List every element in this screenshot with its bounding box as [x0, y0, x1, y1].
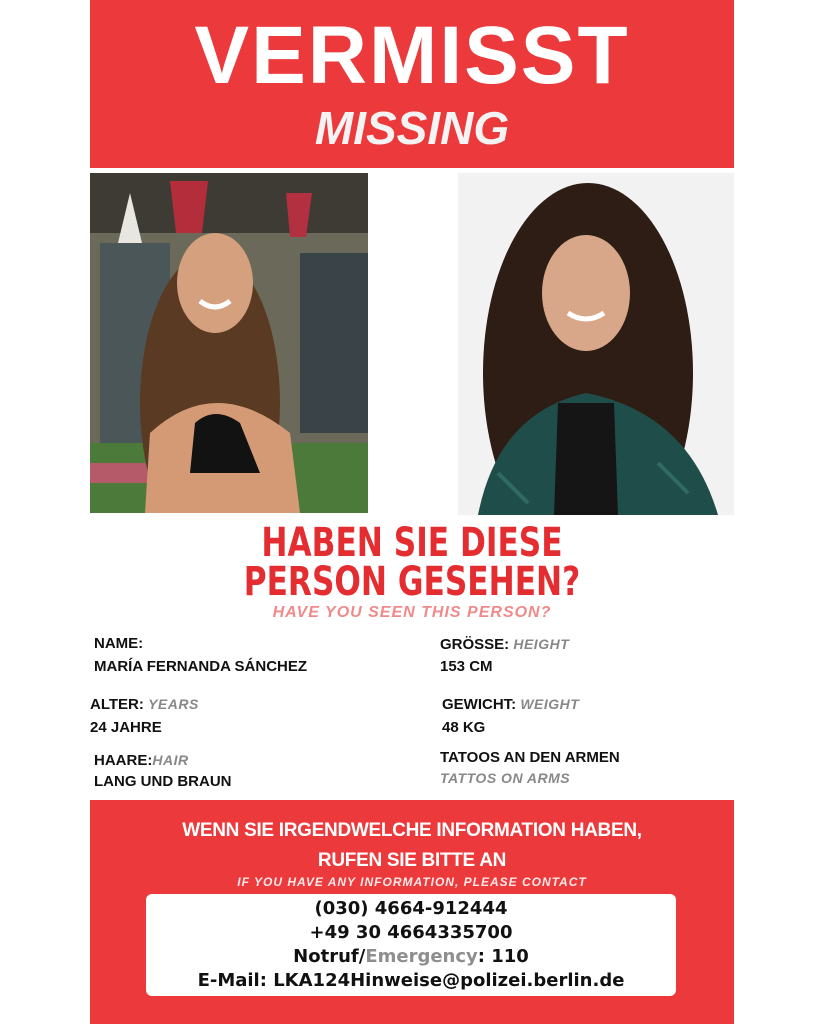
- name-label: NAME:: [94, 635, 144, 652]
- weight-value: 48 KG: [442, 719, 486, 736]
- age-label-de: ALTER:: [90, 696, 144, 713]
- weight-label: [442, 696, 579, 713]
- photo-portrait: [458, 173, 734, 515]
- contact-box: [146, 894, 676, 996]
- emergency-de: Notruf/: [293, 946, 366, 967]
- height-label: [440, 636, 569, 653]
- hair-label-de: HAARE:: [94, 752, 153, 769]
- question-line1: HABEN SIE DIESE: [261, 520, 563, 566]
- age-value: 24 JAHRE: [90, 719, 162, 736]
- name-value: MARÍA FERNANDA SÁNCHEZ: [94, 658, 308, 675]
- emergency-number: : 110: [477, 946, 529, 967]
- photo-outdoor: [90, 173, 368, 513]
- footer-line2: RUFEN SIE BITTE AN: [317, 850, 507, 871]
- title-vermisst: VERMISST: [194, 10, 630, 101]
- tattoo-sub: TATTOS ON ARMS: [440, 770, 571, 786]
- question-line2: PERSON GESEHEN?: [243, 559, 581, 605]
- emergency-line[interactable]: [146, 946, 676, 968]
- weight-label-de: GEWICHT:: [442, 696, 517, 713]
- height-value: 153 CM: [440, 658, 493, 675]
- hair-label: [94, 752, 189, 769]
- age-label-en: YEARS: [148, 696, 199, 712]
- height-label-en: HEIGHT: [513, 636, 570, 652]
- title-missing: MISSING: [314, 102, 510, 154]
- weight-label-en: WEIGHT: [520, 696, 580, 712]
- footer-line1: WENN SIE IRGENDWELCHE INFORMATION HABEN,: [182, 820, 642, 841]
- poster-header: [90, 0, 734, 168]
- height-label-de: GRÖSSE:: [440, 636, 510, 653]
- age-label: [90, 696, 199, 713]
- emergency-en: Emergency: [365, 946, 478, 967]
- question-english: HAVE YOU SEEN THIS PERSON?: [272, 604, 552, 621]
- tattoo-label: TATOOS AN DEN ARMEN: [440, 749, 620, 766]
- hair-value: LANG UND BRAUN: [94, 773, 232, 790]
- phone-secondary[interactable]: +49 30 4664335700: [309, 922, 513, 943]
- hair-label-en: HAIR: [152, 752, 189, 768]
- email-link[interactable]: E-Mail: LKA124Hinweise@polizei.berlin.de: [197, 970, 625, 991]
- poster-footer: [90, 800, 734, 1024]
- missing-poster: [90, 0, 734, 1024]
- footer-line3: IF YOU HAVE ANY INFORMATION, PLEASE CONTACT: [237, 875, 587, 889]
- phone-primary[interactable]: (030) 4664-912444: [314, 898, 508, 919]
